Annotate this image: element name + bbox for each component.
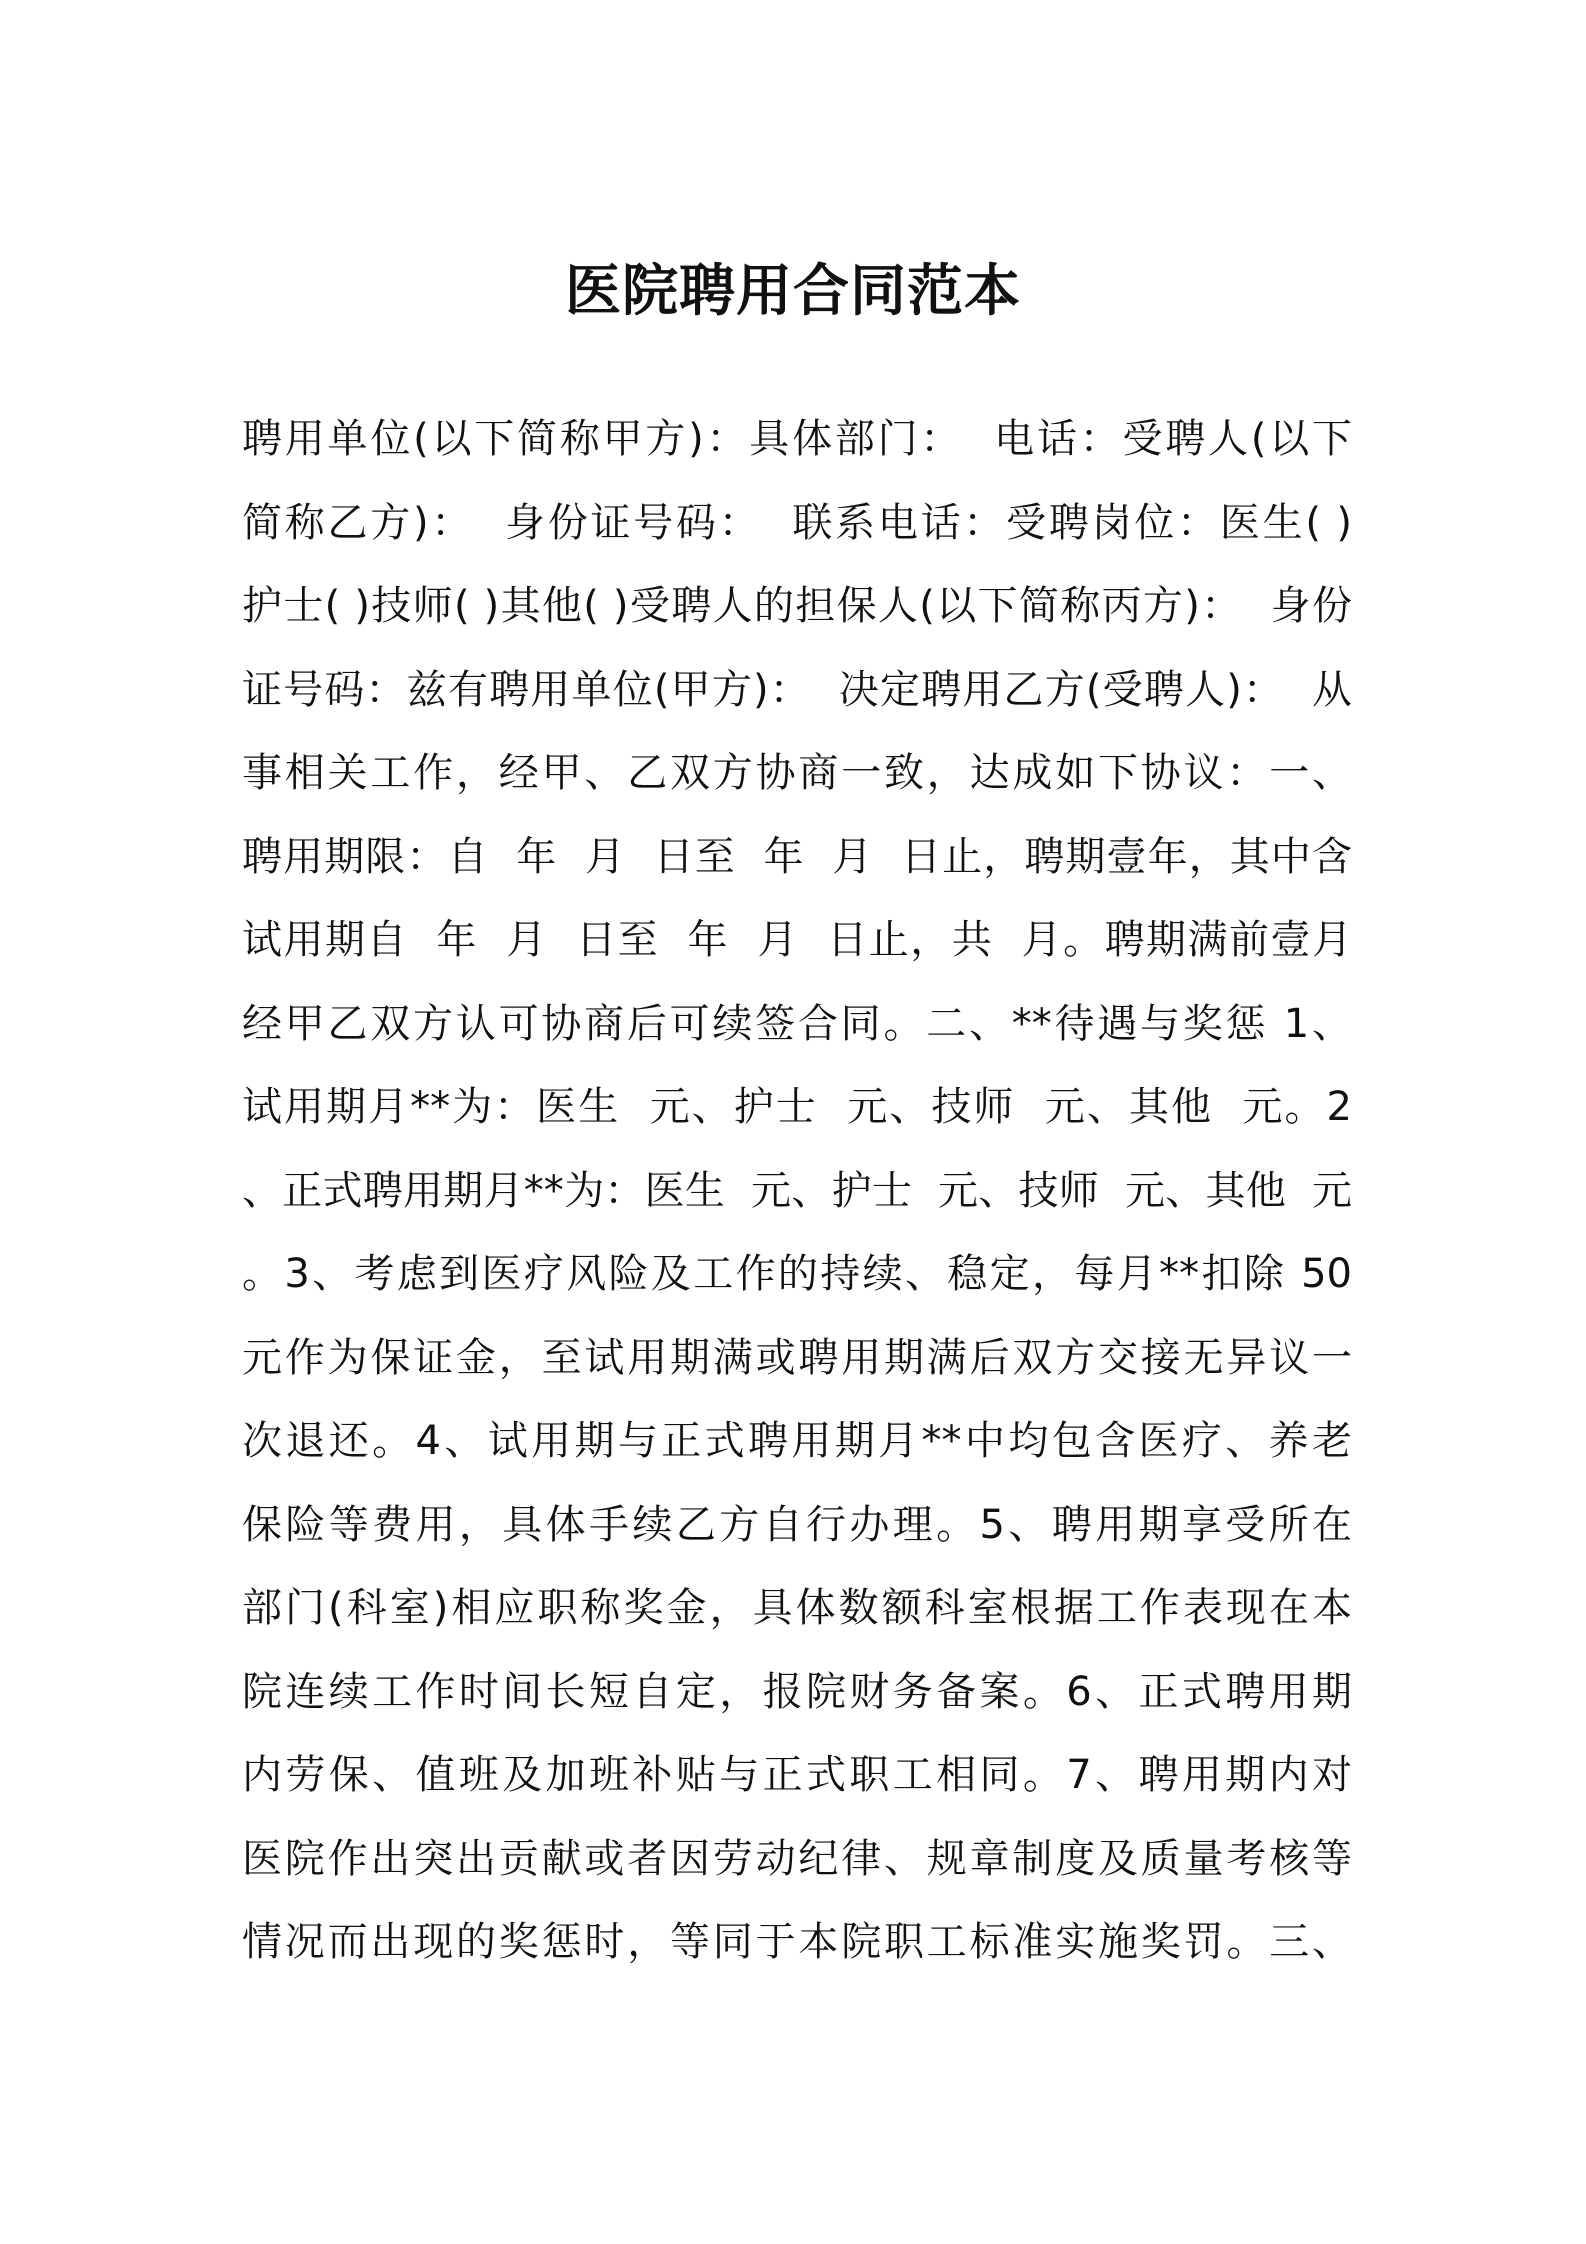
body-line: 简称乙方)： 身份证号码： 联系电话：受聘岗位：医生( ): [242, 499, 1352, 546]
body-line: 部门(科室)相应职称奖金，具体数额科室根据工作表现在本: [242, 1585, 1352, 1631]
body-line: 。3、考虑到医疗风险及工作的持续、稳定，每月**扣除 50: [242, 1251, 1352, 1297]
body-line: 情况而出现的奖惩时，等同于本院职工标准实施奖罚。三、: [242, 1919, 1352, 1965]
document-title: 医院聘用合同范本: [565, 259, 1021, 324]
body-line: 证号码：兹有聘用单位(甲方)： 决定聘用乙方(受聘人)： 从: [242, 666, 1352, 713]
body-line: 次退还。4、试用期与正式聘用期月**中均包含医疗、养老: [242, 1418, 1352, 1464]
body-line: 事相关工作，经甲、乙双方协商一致，达成如下协议：一、: [242, 750, 1352, 796]
body-line: 保险等费用，具体手续乙方自行办理。5、聘用期享受所在: [242, 1501, 1352, 1548]
body-line: 聘用单位(以下简称甲方)：具体部门： 电话：受聘人(以下: [242, 416, 1352, 462]
body-line: 试用期自 年 月 日至 年 月 日止，共 月。聘期满前壹月: [242, 917, 1352, 963]
body-line: 试用期月**为：医生 元、护士 元、技师 元、其他 元。2: [242, 1084, 1352, 1130]
document-body: [242, 398, 1352, 1985]
body-line: 元作为保证金，至试用期满或聘用期满后双方交接无异议一: [242, 1334, 1352, 1381]
body-line: 医院作出突出贡献或者因劳动纪律、规章制度及质量考核等: [242, 1835, 1352, 1882]
body-line: 、正式聘用期月**为：医生 元、护士 元、技师 元、其他 元: [242, 1167, 1352, 1214]
body-line: 护士( )技师( )其他( )受聘人的担保人(以下简称丙方)： 身份: [242, 583, 1352, 629]
body-line: 院连续工作时间长短自定，报院财务备案。6、正式聘用期: [242, 1668, 1352, 1715]
body-line: 聘用期限：自 年 月 日至 年 月 日止，聘期壹年，其中含: [242, 833, 1352, 880]
body-line: 内劳保、值班及加班补贴与正式职工相同。7、聘用期内对: [242, 1752, 1352, 1798]
body-line: 经甲乙双方认可协商后可续签合同。二、**待遇与奖惩 1、: [242, 1000, 1352, 1047]
